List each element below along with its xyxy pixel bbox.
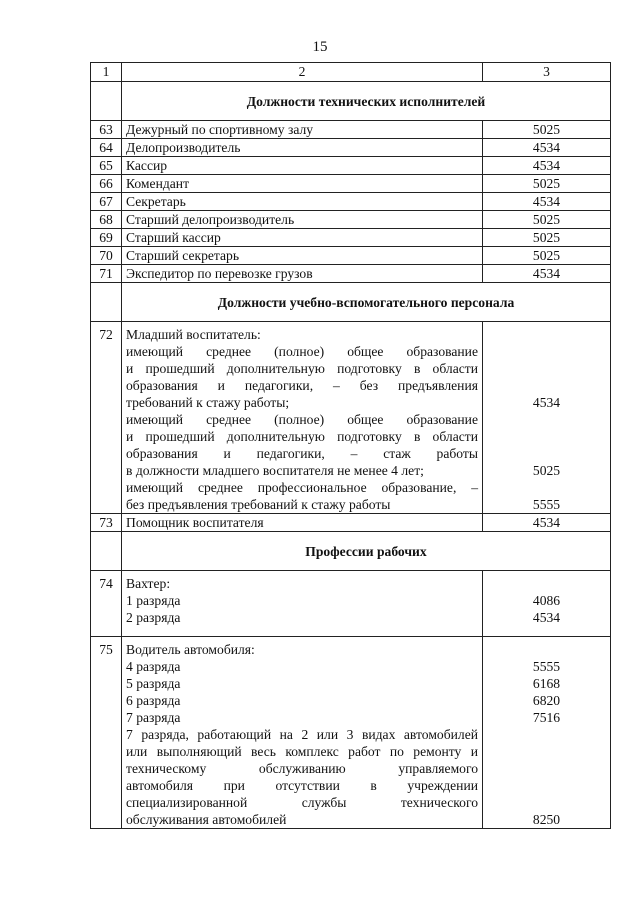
position-line: имеющий среднее (полное) общее образование (126, 344, 478, 359)
row-value: 4534 (483, 193, 611, 211)
value-line (487, 777, 606, 794)
position-line: и прошедший дополнительную подготовку в области (126, 361, 478, 376)
position-line: 4 разряда (126, 659, 181, 674)
row-value: 5025 (483, 247, 611, 265)
section-header-support-staff (91, 283, 611, 322)
position-line: 6 разряда (126, 693, 181, 708)
row-value: 4534 (483, 139, 611, 157)
row-position: Дежурный по спортивному залу (122, 121, 483, 139)
row-position: Старший кассир (122, 229, 483, 247)
position-line: образования и педагогики, – стаж работы (126, 446, 478, 461)
row-value: 5025 (483, 229, 611, 247)
value-line: 5555 (532, 497, 561, 512)
row-position: Кассир (122, 157, 483, 175)
table-row-74 (91, 571, 611, 637)
row-position (122, 637, 483, 829)
position-line: требований к стажу работы; (126, 395, 290, 410)
value-line (487, 411, 606, 428)
row-value: 5025 (483, 175, 611, 193)
header-col-3: 3 (483, 63, 611, 82)
table-row (91, 265, 611, 283)
position-line: в должности младшего воспитателя не менее 4 лет; (126, 463, 424, 478)
value-line: 6820 (532, 693, 561, 708)
value-line (487, 360, 606, 377)
table-row (91, 247, 611, 265)
row-number: 68 (91, 211, 122, 229)
row-position: Помощник воспитателя (122, 514, 483, 532)
table-row (91, 121, 611, 139)
value-line (487, 343, 606, 360)
section-title: Должности технических исполнителей (122, 82, 611, 121)
row-number: 66 (91, 175, 122, 193)
section-header-workers (91, 532, 611, 571)
position-line: имеющий среднее профессиональное образование, – (126, 480, 478, 495)
value-line: 7516 (532, 710, 561, 725)
value-line (487, 794, 606, 811)
value-line: 4534 (532, 395, 561, 410)
table-row (91, 139, 611, 157)
row-value: 4534 (483, 157, 611, 175)
table-row-73 (91, 514, 611, 532)
position-line: Водитель автомобиля: (126, 642, 255, 657)
position-line: автомобиля при отсутствии в учреждении (126, 778, 478, 793)
table-row (91, 211, 611, 229)
row-number: 69 (91, 229, 122, 247)
position-line: 7 разряда, работающий на 2 или 3 видах автомобилей (126, 727, 478, 742)
row-position: Старший делопроизводитель (122, 211, 483, 229)
row-number: 72 (91, 322, 122, 514)
position-line: или выполняющий весь комплекс работ по ремонту и (126, 744, 478, 759)
value-line: 4534 (532, 610, 561, 625)
table-header-row (91, 63, 611, 82)
table-row-72 (91, 322, 611, 514)
section-header-technical (91, 82, 611, 121)
header-col-2: 2 (122, 63, 483, 82)
row-position: Делопроизводитель (122, 139, 483, 157)
value-line (487, 377, 606, 394)
position-line: и прошедший дополнительную подготовку в области (126, 429, 478, 444)
table-row (91, 193, 611, 211)
row-value (483, 637, 611, 829)
value-line: 5555 (532, 659, 561, 674)
section-title: Должности учебно-вспомогательного персонала (122, 283, 611, 322)
table-row (91, 229, 611, 247)
position-line: Вахтер: (126, 576, 171, 591)
row-value: 5025 (483, 121, 611, 139)
position-line: 5 разряда (126, 676, 181, 691)
row-position: Экспедитор по перевозке грузов (122, 265, 483, 283)
row-position (122, 571, 483, 637)
row-number: 74 (91, 571, 122, 637)
value-line: 4086 (532, 593, 561, 608)
value-line (487, 445, 606, 462)
row-number: 65 (91, 157, 122, 175)
row-number: 71 (91, 265, 122, 283)
section-title: Профессии рабочих (122, 532, 611, 571)
staff-salary-table (90, 62, 611, 829)
value-line (487, 726, 606, 743)
header-col-1: 1 (91, 63, 122, 82)
position-line: образования и педагогики, – без предъявления (126, 378, 478, 393)
position-line: 1 разряда (126, 593, 181, 608)
row-position: Секретарь (122, 193, 483, 211)
row-number: 73 (91, 514, 122, 532)
row-number: 67 (91, 193, 122, 211)
table-row (91, 175, 611, 193)
row-value: 4534 (483, 265, 611, 283)
value-line (487, 326, 606, 343)
value-line (487, 743, 606, 760)
value-line: 6168 (532, 676, 561, 691)
value-line (487, 641, 606, 658)
value-line (487, 428, 606, 445)
row-number: 64 (91, 139, 122, 157)
value-line (487, 575, 606, 592)
position-line: 7 разряда (126, 710, 181, 725)
position-line: Младший воспитатель: (126, 327, 261, 342)
row-number: 70 (91, 247, 122, 265)
position-line: обслуживания автомобилей (126, 812, 287, 827)
row-number: 63 (91, 121, 122, 139)
row-number: 75 (91, 637, 122, 829)
row-value: 5025 (483, 211, 611, 229)
value-line (487, 479, 606, 496)
position-line: без предъявления требований к стажу работы (126, 497, 391, 512)
row-position (122, 322, 483, 514)
position-line: 2 разряда (126, 610, 181, 625)
value-line (487, 760, 606, 777)
page-number: 15 (312, 39, 328, 55)
row-position: Старший секретарь (122, 247, 483, 265)
value-line: 8250 (532, 812, 561, 827)
row-value (483, 322, 611, 514)
row-position: Комендант (122, 175, 483, 193)
table-row (91, 157, 611, 175)
position-line: техническому обслуживанию управляемого (126, 761, 478, 776)
position-line: имеющий среднее (полное) общее образование (126, 412, 478, 427)
table-row-75 (91, 637, 611, 829)
row-value (483, 571, 611, 637)
value-line: 5025 (532, 463, 561, 478)
position-line: специализированной службы технического (126, 795, 478, 810)
row-value: 4534 (483, 514, 611, 532)
